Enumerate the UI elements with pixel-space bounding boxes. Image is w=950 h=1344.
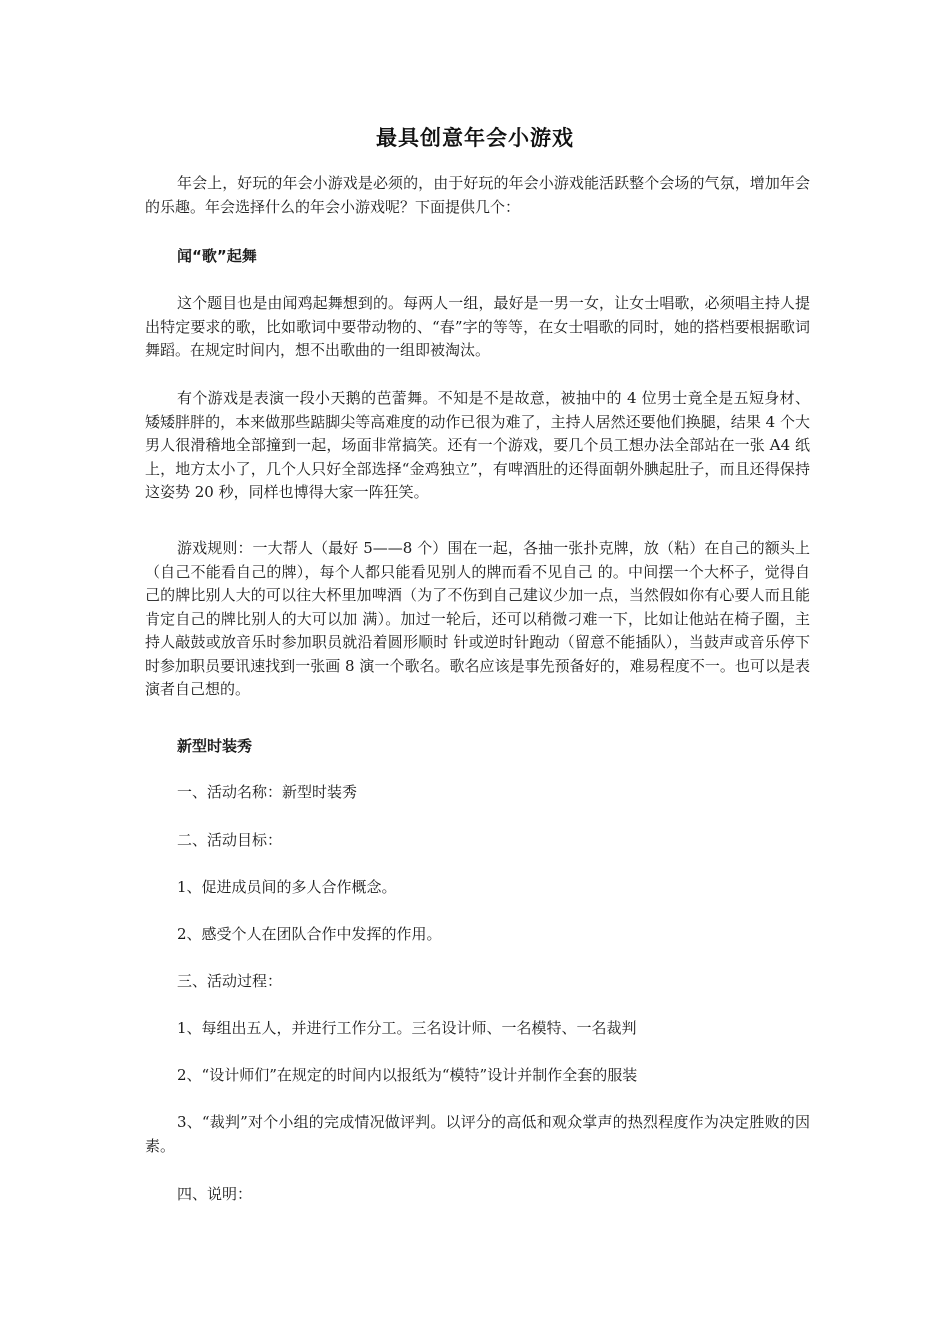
activity-process-heading: 三、活动过程： [177, 972, 283, 990]
document-title: 最具创意年会小游戏 [376, 126, 574, 150]
process-item-3: 3、“裁判”对个小组的完成情况做评判。以评分的高低和观众掌声的热烈程度作为决定胜败的因素。 [145, 1113, 810, 1155]
process-item-1: 1、每组出五人，并进行工作分工。三名设计师、一名模特、一名裁判 [177, 1019, 637, 1037]
section1-paragraph-2: 有个游戏是表演一段小天鹅的芭蕾舞。不知是不是故意，被抽中的 4 位男士竟全是五短身材、矮矮胖胖的，本来做那些踮脚尖等高难度的动作已很为难了，主持人居然还要他们换腿，结果 4 个大男人很滑稽地全部撞到一起，场面非常搞笑。还有一个游戏，要几个员工想办法全部站在一张 A4 纸上，地方太小了，几个人只好全部选择“金鸡独立”，有啤酒肚的还得面朝外腆起肚子，而且还得保持这姿势 20 秒，同样也博得大家一阵狂笑。 [145, 389, 810, 501]
goal-item-2: 2、感受个人在团队合作中发挥的作用。 [177, 925, 442, 943]
activity-goal-heading: 二、活动目标： [177, 831, 283, 849]
intro-paragraph: 年会上，好玩的年会小游戏是必须的，由于好玩的年会小游戏能活跃整个会场的气氛，增加年会的乐趣。年会选择什么的年会小游戏呢？下面提供几个： [145, 174, 810, 216]
section-heading-fashion-show: 新型时装秀 [177, 737, 253, 755]
section1-paragraph-1: 这个题目也是由闻鸡起舞想到的。每两人一组，最好是一男一女，让女士唱歌，必须唱主持人提出特定要求的歌，比如歌词中要带动物的、“春”字的等等，在女士唱歌的同时，她的搭档要根据歌词舞蹈。在规定时间内，想不出歌曲的一组即被淘汰。 [145, 294, 810, 359]
activity-name-line: 一、活动名称：新型时装秀 [177, 783, 358, 801]
goal-item-1: 1、促进成员间的多人合作概念。 [177, 878, 397, 896]
section-heading-wenge-qiwu: 闻“歌”起舞 [177, 247, 257, 265]
process-item-2: 2、“设计师们”在规定的时间内以报纸为“模特”设计并制作全套的服装 [177, 1066, 638, 1084]
section1-paragraph-3: 游戏规则：一大帮人（最好 5——8 个）围在一起，各抽一张扑克牌，放（粘）在自己的额头上（自己不能看自己的牌），每个人都只能看见别人的牌而看不见自己 的。中间摆一个大杯子，觉得自己的牌比别人大的可以往大杯里加啤酒（为了不伤到自己建议少加一点，当然假如你有心要人而且能肯定自己的牌比别人的大可以加 满）。加过一轮后，还可以稍微刁难一下，比如让他站在椅子圈，主持人敲鼓或放音乐时参加职员就沿着圆形顺时 针或逆时针跑动（留意不能插队），当鼓声或音乐停下时参加职员要讯速找到一张画 8 演一个歌名。歌名应该是事先预备好的，难易程度不一。也可以是表演者自己想的。 [145, 539, 810, 698]
notes-heading: 四、说明： [177, 1185, 253, 1203]
